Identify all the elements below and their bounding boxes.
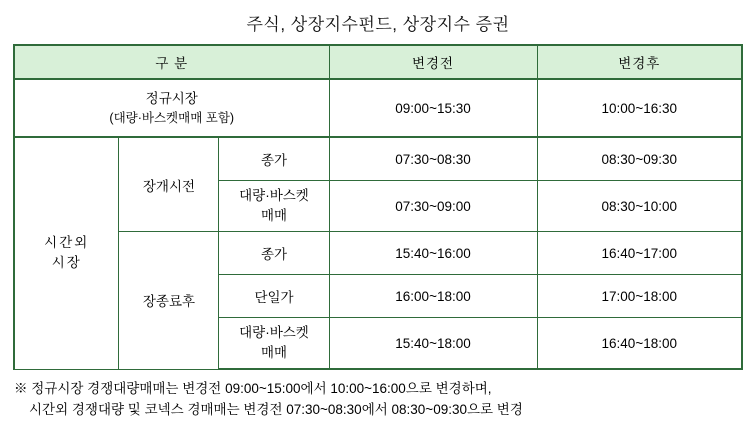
preopen-block-after: 08:30~10:00 xyxy=(537,181,742,232)
regular-market-label-line2: (대량·바스켓매매 포함) xyxy=(109,110,235,125)
preopen-close-after: 08:30~09:30 xyxy=(537,137,742,181)
order-type-afterclose-block-line1: 대량·바스켓 xyxy=(239,325,309,341)
afterclose-close-after: 16:40~17:00 xyxy=(537,232,742,275)
page-title: 주식, 상장지수펀드, 상장지수 증권 xyxy=(246,15,510,34)
table-row-afterclose-close-price xyxy=(14,232,742,275)
preopen-block-before: 07:30~09:00 xyxy=(329,181,537,232)
trading-hours-table xyxy=(13,44,743,370)
footnote xyxy=(14,379,742,421)
offhours-market-label xyxy=(14,137,119,369)
afterclose-single-before: 16:00~18:00 xyxy=(329,275,537,318)
afterclose-block-after: 16:40~18:00 xyxy=(537,318,742,370)
group-label-afterclose: 장종료후 xyxy=(119,232,219,370)
header-before: 변경전 xyxy=(329,45,537,79)
regular-market-label xyxy=(14,79,329,137)
regular-market-after: 10:00~16:30 xyxy=(537,79,742,137)
regular-market-label-line1: 정규시장 xyxy=(145,91,198,107)
order-type-afterclose-close: 종가 xyxy=(219,232,329,275)
header-category: 구 분 xyxy=(14,45,329,79)
header-after: 변경후 xyxy=(537,45,742,79)
order-type-afterclose-single: 단일가 xyxy=(219,275,329,318)
order-type-afterclose-block xyxy=(219,318,329,370)
offhours-label-line1: 시간외 xyxy=(44,235,90,250)
afterclose-block-before: 15:40~18:00 xyxy=(329,318,537,370)
footnote-line-2: 시간외 경쟁대량 및 코넥스 경매매는 변경전 07:30~08:30에서 08:30~09:30으로 변경 xyxy=(29,401,523,417)
regular-market-before: 09:00~15:30 xyxy=(329,79,537,137)
group-label-preopen: 장개시전 xyxy=(119,137,219,232)
table-header-row xyxy=(14,45,742,79)
preopen-close-before: 07:30~08:30 xyxy=(329,137,537,181)
order-type-preopen-block-line2: 매매 xyxy=(260,208,288,223)
footnote-line-1: ※ 정규시장 경쟁대량매매는 변경전 09:00~15:00에서 10:00~16:00으로 변경하며, xyxy=(14,381,492,396)
order-type-afterclose-block-line2: 매매 xyxy=(260,345,288,360)
order-type-preopen-block xyxy=(219,181,329,232)
table-row-regular-market xyxy=(14,79,742,137)
afterclose-close-before: 15:40~16:00 xyxy=(329,232,537,275)
order-type-preopen-block-line1: 대량·바스켓 xyxy=(239,188,309,204)
offhours-label-line2: 시장 xyxy=(51,255,82,271)
table-row-preopen-close-price xyxy=(14,137,742,181)
order-type-preopen-close: 종가 xyxy=(219,137,329,181)
afterclose-single-after: 17:00~18:00 xyxy=(537,275,742,318)
